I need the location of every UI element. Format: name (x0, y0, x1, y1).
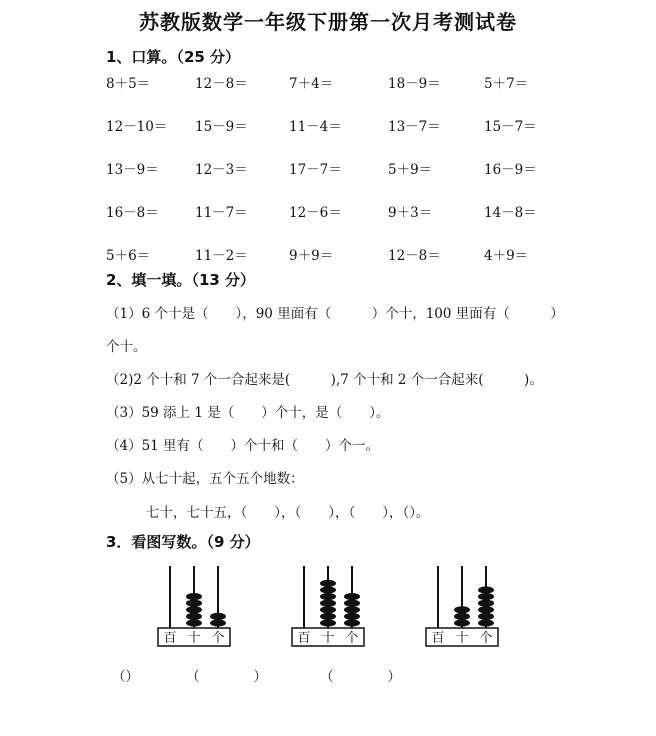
math-problem: 12－8＝ (195, 76, 248, 92)
abacus-1 (150, 556, 300, 656)
math-problem: 5＋6＝ (106, 248, 151, 264)
abacus-place-label: 百 (163, 631, 177, 646)
math-problem: 11－7＝ (195, 205, 248, 221)
math-problem: 15－9＝ (195, 119, 248, 135)
abacus-bead (344, 613, 360, 620)
math-problem: 15－7＝ (484, 119, 537, 135)
fill-question-5: （5）从七十起，五个五个地数： (106, 471, 304, 487)
abacus-bead (344, 606, 360, 613)
math-problem: 17－7＝ (289, 162, 342, 178)
math-row (0, 244, 656, 264)
section-2-heading: 2、填一填。（13 分） (106, 271, 256, 289)
abacus-bead (320, 586, 336, 593)
math-problem: 5＋9＝ (388, 162, 433, 178)
abacus-bead (210, 619, 226, 626)
math-problem: 16－9＝ (484, 162, 537, 178)
math-problem: 11－4＝ (289, 119, 342, 135)
abacus-bead (454, 606, 470, 613)
abacus-bead (320, 600, 336, 607)
math-row (0, 201, 656, 221)
page-title: 苏教版数学一年级下册第一次月考测试卷 (139, 10, 517, 34)
fill-question-1-line-1: （1）6 个十是（ ），90 里面有（ ）个十，100 里面有（ ） (106, 306, 564, 322)
math-problem: 18－9＝ (388, 76, 441, 92)
abacus-place-label: 个 (479, 631, 493, 646)
abacus-answer-2: （ ） (186, 669, 267, 685)
abacus-bead (478, 613, 494, 620)
abacus-bead (320, 619, 336, 626)
math-problem: 14－8＝ (484, 205, 537, 221)
abacus-bead (186, 613, 202, 620)
math-problem: 16－8＝ (106, 205, 159, 221)
abacus-bead (478, 600, 494, 607)
abacus-place-label: 十 (455, 631, 469, 646)
math-problem: 9＋3＝ (388, 205, 433, 221)
abacus-bead (478, 606, 494, 613)
fill-question-1-line-2: 个十。 (106, 339, 147, 355)
math-row (0, 115, 656, 135)
math-problem: 13－9＝ (106, 162, 159, 178)
fill-question-3: （3）59 添上 1 是（ ）个十，是（ ）。 (106, 405, 390, 421)
math-problem: 8＋5＝ (106, 76, 151, 92)
abacus-bead (478, 619, 494, 626)
abacus-bead (344, 593, 360, 600)
abacus-bead (186, 593, 202, 600)
abacus-bead (320, 593, 336, 600)
math-problem: 13－7＝ (388, 119, 441, 135)
abacus-bead (186, 606, 202, 613)
math-problem: 11－2＝ (195, 248, 248, 264)
abacus-place-label: 个 (345, 631, 359, 646)
math-row (0, 72, 656, 92)
math-problem: 12－3＝ (195, 162, 248, 178)
abacus-bead (344, 619, 360, 626)
abacus-bead (454, 613, 470, 620)
section-1-heading: 1、口算。（25 分） (106, 48, 241, 66)
abacus-3 (418, 556, 568, 656)
abacus-bead (186, 619, 202, 626)
math-problem: 5＋7＝ (484, 76, 529, 92)
abacus-2 (284, 556, 434, 656)
abacus-bead (320, 606, 336, 613)
math-problem: 12－8＝ (388, 248, 441, 264)
section-3-heading: 3．看图写数。（9 分） (106, 533, 260, 551)
abacus-bead (478, 593, 494, 600)
abacus-bead (320, 580, 336, 587)
abacus-bead (210, 613, 226, 620)
fill-question-2: （2)2 个十和 7 个一合起来是( ),7 个十和 2 个一合起来( )。 (106, 372, 543, 388)
abacus-3-drawing (418, 556, 568, 656)
abacus-bead (344, 600, 360, 607)
abacus-place-label: 百 (431, 631, 445, 646)
abacus-bead (478, 586, 494, 593)
math-problem: 12－10＝ (106, 119, 168, 135)
math-problem: 12－6＝ (289, 205, 342, 221)
math-problem: 7＋4＝ (289, 76, 334, 92)
abacus-place-label: 十 (187, 631, 201, 646)
abacus-answers (0, 665, 656, 685)
fill-question-5-sequence: 七十，七十五，（ ），（ ），（ ），（）。 (146, 505, 430, 521)
math-row (0, 158, 656, 178)
abacus-place-label: 个 (211, 631, 225, 646)
abacus-place-label: 十 (321, 631, 335, 646)
math-problem: 9＋9＝ (289, 248, 334, 264)
abacus-bead (186, 600, 202, 607)
abacus-answer-3: （ ） (320, 669, 401, 685)
math-problem: 4＋9＝ (484, 248, 529, 264)
abacus-2-drawing (284, 556, 434, 656)
abacus-place-label: 百 (297, 631, 311, 646)
abacus-1-drawing (150, 556, 300, 656)
abacus-bead (454, 619, 470, 626)
abacus-bead (320, 613, 336, 620)
fill-question-4: （4）51 里有（ ）个十和（ ）个一。 (106, 438, 380, 454)
abacus-answer-1: （） (112, 669, 139, 685)
